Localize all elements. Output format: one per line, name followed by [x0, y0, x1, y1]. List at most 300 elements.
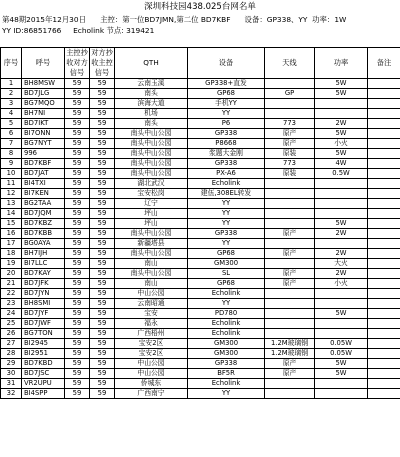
table-row	[1, 199, 400, 209]
col-power-cell	[315, 209, 368, 219]
col-index-cell: 13	[1, 199, 22, 209]
col-remarks-cell	[368, 389, 400, 399]
col-antenna-cell	[265, 219, 315, 229]
col-callsign-cell: BI2945	[22, 339, 65, 349]
table-row	[1, 249, 400, 259]
col-tx-report-cell: 59	[90, 239, 115, 249]
col-remarks-cell	[368, 119, 400, 129]
col-tx-report-header: 对方抄收主控信号	[91, 48, 113, 77]
col-rx-report-cell: 59	[65, 199, 90, 209]
col-index-cell: 25	[1, 319, 22, 329]
col-index-cell: 27	[1, 339, 22, 349]
col-tx-report-cell: 59	[90, 99, 115, 109]
col-remarks-cell	[368, 229, 400, 239]
col-callsign-cell: 996	[22, 149, 65, 159]
col-rx-report-cell: 59	[65, 239, 90, 249]
col-antenna-cell: GP	[265, 89, 315, 99]
col-callsign-cell: BI2951	[22, 349, 65, 359]
col-equipment-cell: GP68	[188, 249, 265, 259]
col-remarks-cell	[368, 179, 400, 189]
col-power-cell	[315, 289, 368, 299]
table-row	[1, 349, 400, 359]
col-equipment-cell: YY	[188, 389, 265, 399]
col-equipment-cell: GM300	[188, 349, 265, 359]
col-remarks-cell	[368, 349, 400, 359]
col-qth-cell: 坪山	[115, 209, 188, 219]
col-tx-report-cell: 59	[90, 339, 115, 349]
col-qth-cell: 中山公园	[115, 289, 188, 299]
col-equipment-cell: Echolink	[188, 379, 265, 389]
col-equipment-cell: GM300	[188, 259, 265, 269]
col-tx-report-cell: 59	[90, 149, 115, 159]
col-remarks-cell	[368, 329, 400, 339]
table-row	[1, 329, 400, 339]
col-antenna-cell	[265, 179, 315, 189]
col-antenna-cell	[265, 79, 315, 89]
col-rx-report-cell: 59	[65, 209, 90, 219]
col-tx-report-cell: 59	[90, 169, 115, 179]
col-antenna-cell: 原产	[265, 249, 315, 259]
col-equipment-cell: 建伍,308EL转发	[188, 189, 265, 199]
col-tx-report-cell: 59	[90, 369, 115, 379]
col-index-cell: 30	[1, 369, 22, 379]
col-power-cell: 5W	[315, 79, 368, 89]
col-rx-report-cell: 59	[65, 189, 90, 199]
col-callsign-cell: BD7JYF	[22, 309, 65, 319]
col-equipment-cell: GP68	[188, 89, 265, 99]
col-rx-report-cell: 59	[65, 249, 90, 259]
table-row	[1, 359, 400, 369]
col-antenna-cell: 原产	[265, 269, 315, 279]
col-antenna-cell	[265, 99, 315, 109]
col-equipment-cell: GP68	[188, 279, 265, 289]
col-callsign-cell: BD7KBZ	[22, 219, 65, 229]
col-qth-cell: 南头中山公园	[115, 169, 188, 179]
col-index-cell: 3	[1, 99, 22, 109]
col-callsign-cell: BD7KBD	[22, 359, 65, 369]
col-rx-report-cell: 59	[65, 219, 90, 229]
col-power-cell	[315, 109, 368, 119]
col-rx-report-cell: 59	[65, 119, 90, 129]
col-power-cell	[315, 299, 368, 309]
col-tx-report-cell: 59	[90, 159, 115, 169]
col-qth-cell: 南头中山公园	[115, 249, 188, 259]
col-antenna-cell	[265, 319, 315, 329]
col-callsign-cell: BH7IJH	[22, 249, 65, 259]
col-callsign-cell: BI7ONN	[22, 129, 65, 139]
table-row	[1, 229, 400, 239]
col-qth-cell: 南头中山公园	[115, 129, 188, 139]
col-tx-report-cell: 59	[90, 279, 115, 289]
col-antenna-cell: 原产	[265, 139, 315, 149]
col-index-cell: 28	[1, 349, 22, 359]
col-antenna-cell: 原产	[265, 129, 315, 139]
col-remarks-cell	[368, 99, 400, 109]
col-remarks-cell	[368, 309, 400, 319]
col-rx-report-cell: 59	[65, 129, 90, 139]
col-equipment-cell: SL	[188, 269, 265, 279]
col-equipment-cell: YY	[188, 209, 265, 219]
col-tx-report-cell: 59	[90, 209, 115, 219]
col-tx-report-cell: 59	[90, 199, 115, 209]
col-remarks-cell	[368, 369, 400, 379]
col-equipment-cell: GM300	[188, 339, 265, 349]
table-row	[1, 179, 400, 189]
col-remarks-cell	[368, 259, 400, 269]
col-power-cell: 5W	[315, 219, 368, 229]
col-equipment-cell: YY	[188, 219, 265, 229]
col-rx-report-cell: 59	[65, 139, 90, 149]
roster-table	[0, 47, 400, 399]
col-tx-report-cell: 59	[90, 349, 115, 359]
header-row	[1, 48, 400, 79]
col-index-cell: 4	[1, 109, 22, 119]
col-tx-report-cell: 59	[90, 109, 115, 119]
col-equipment-cell: YY	[188, 199, 265, 209]
col-index-cell: 19	[1, 259, 22, 269]
col-callsign-cell: BH7NI	[22, 109, 65, 119]
col-callsign-cell: BH8SMI	[22, 299, 65, 309]
col-index-cell: 11	[1, 179, 22, 189]
col-index-cell: 8	[1, 149, 22, 159]
col-tx-report-cell: 59	[90, 329, 115, 339]
col-rx-report-cell: 59	[65, 229, 90, 239]
col-tx-report-cell: 59	[90, 389, 115, 399]
col-equipment-cell: BF5R	[188, 369, 265, 379]
col-qth-cell: 新疆塔县	[115, 239, 188, 249]
col-qth-cell: 云南昭通	[115, 299, 188, 309]
table-row	[1, 109, 400, 119]
col-qth-cell: 南山	[115, 279, 188, 289]
col-antenna-header: 天线	[265, 48, 315, 79]
col-equipment-header: 设备	[188, 48, 265, 79]
col-antenna-cell: 原装	[265, 149, 315, 159]
table-row	[1, 129, 400, 139]
col-rx-report-cell: 59	[65, 279, 90, 289]
col-qth-cell: 湖北武汉	[115, 179, 188, 189]
col-index-cell: 22	[1, 289, 22, 299]
col-rx-report-cell: 59	[65, 289, 90, 299]
yy-echolink-info: YY ID:86851766 Echolink 节点: 319421	[2, 26, 155, 35]
col-rx-report-cell: 59	[65, 319, 90, 329]
col-antenna-cell	[265, 199, 315, 209]
col-antenna-cell	[265, 329, 315, 339]
col-qth-cell: 广西南宁	[115, 389, 188, 399]
table-row	[1, 189, 400, 199]
col-antenna-cell: 原产	[265, 359, 315, 369]
col-antenna-cell	[265, 189, 315, 199]
col-tx-report-cell: 59	[90, 249, 115, 259]
col-power-cell: 2W	[315, 269, 368, 279]
col-rx-report-cell: 59	[65, 389, 90, 399]
table-row	[1, 89, 400, 99]
col-remarks-cell	[368, 129, 400, 139]
col-callsign-header: 呼号	[22, 48, 65, 79]
col-callsign-cell: BI4SPP	[22, 389, 65, 399]
col-power-cell	[315, 329, 368, 339]
col-antenna-cell	[265, 299, 315, 309]
col-callsign-cell: BD7JFK	[22, 279, 65, 289]
col-rx-report-cell: 59	[65, 159, 90, 169]
col-power-cell	[315, 319, 368, 329]
col-tx-report-cell: 59	[90, 289, 115, 299]
col-power-cell: 2W	[315, 229, 368, 239]
col-qth-cell: 广西梧州	[115, 329, 188, 339]
col-callsign-cell: BI7LLC	[22, 259, 65, 269]
col-index-cell: 7	[1, 139, 22, 149]
col-index-cell: 31	[1, 379, 22, 389]
col-callsign-cell: BD7KAY	[22, 269, 65, 279]
col-remarks-cell	[368, 299, 400, 309]
col-remarks-cell	[368, 89, 400, 99]
col-callsign-cell: BG7TON	[22, 329, 65, 339]
col-power-cell: 2W	[315, 119, 368, 129]
col-antenna-cell: 773	[265, 119, 315, 129]
col-equipment-cell: PX-A6	[188, 169, 265, 179]
col-index-cell: 32	[1, 389, 22, 399]
col-power-cell: 小火	[315, 139, 368, 149]
table-row	[1, 369, 400, 379]
col-equipment-cell: P8668	[188, 139, 265, 149]
col-power-cell	[315, 239, 368, 249]
col-remarks-cell	[368, 189, 400, 199]
session-info-line: 第48期2015年12月30日 主控：第一位BD7JMN,第二位 BD7KBF 设备：GP338、YY 功率：1W	[2, 15, 347, 24]
table-row	[1, 209, 400, 219]
col-index-cell: 6	[1, 129, 22, 139]
col-tx-report-cell: 59	[90, 79, 115, 89]
col-power-cell: 0.5W	[315, 169, 368, 179]
col-power-cell: 大火	[315, 259, 368, 269]
col-antenna-cell	[265, 309, 315, 319]
col-antenna-cell: 原产	[265, 229, 315, 239]
col-qth-cell: 宝安松岗	[115, 189, 188, 199]
col-rx-report-cell: 59	[65, 109, 90, 119]
col-antenna-cell: 1.2M玻璃钢	[265, 339, 315, 349]
col-remarks-header: 备注	[368, 48, 400, 79]
col-index-cell: 17	[1, 239, 22, 249]
col-tx-report-cell: 59	[90, 219, 115, 229]
col-tx-report-cell: 59	[90, 269, 115, 279]
col-antenna-cell	[265, 109, 315, 119]
table-row	[1, 119, 400, 129]
col-antenna-cell	[265, 209, 315, 219]
col-rx-report-cell: 59	[65, 309, 90, 319]
col-power-cell: 0.05W	[315, 349, 368, 359]
col-equipment-cell: GP338	[188, 229, 265, 239]
table-row	[1, 379, 400, 389]
table-row	[1, 319, 400, 329]
col-antenna-cell	[265, 389, 315, 399]
table-row	[1, 259, 400, 269]
col-power-cell	[315, 189, 368, 199]
col-qth-cell: 机场	[115, 109, 188, 119]
col-qth-cell: 辽宁	[115, 199, 188, 209]
col-rx-report-cell: 59	[65, 149, 90, 159]
col-index-cell: 21	[1, 279, 22, 289]
col-equipment-cell: GP338	[188, 359, 265, 369]
col-antenna-cell	[265, 379, 315, 389]
col-power-cell: 5W	[315, 369, 368, 379]
col-callsign-cell: BD7JLG	[22, 89, 65, 99]
col-tx-report-cell: 59	[90, 379, 115, 389]
col-qth-cell: 南头中山公园	[115, 229, 188, 239]
col-callsign-cell: BD7JYN	[22, 289, 65, 299]
col-index-header: 序号	[1, 48, 22, 79]
col-callsign-cell: BD7KBF	[22, 159, 65, 169]
col-index-cell: 18	[1, 249, 22, 259]
table-row	[1, 159, 400, 169]
col-tx-report-cell: 59	[90, 89, 115, 99]
col-remarks-cell	[368, 209, 400, 219]
col-rx-report-cell: 59	[65, 349, 90, 359]
col-antenna-cell: 原装	[265, 169, 315, 179]
table-row	[1, 149, 400, 159]
col-rx-report-cell: 59	[65, 369, 90, 379]
col-index-cell: 29	[1, 359, 22, 369]
col-rx-report-cell: 59	[65, 179, 90, 189]
col-tx-report-cell: 59	[90, 309, 115, 319]
col-tx-report-cell: 59	[90, 139, 115, 149]
col-tx-report-cell: 59	[90, 319, 115, 329]
col-callsign-cell: BG7MQO	[22, 99, 65, 109]
col-power-cell: 2W	[315, 249, 368, 259]
col-tx-report-cell: 59	[90, 129, 115, 139]
col-rx-report-cell: 59	[65, 359, 90, 369]
col-rx-report-cell: 59	[65, 259, 90, 269]
col-qth-cell: 南头	[115, 119, 188, 129]
table-row	[1, 309, 400, 319]
col-callsign-cell: VR2UPU	[22, 379, 65, 389]
col-index-cell: 12	[1, 189, 22, 199]
col-power-cell: 0.05W	[315, 339, 368, 349]
col-remarks-cell	[368, 339, 400, 349]
col-tx-report-cell: 59	[90, 119, 115, 129]
col-qth-cell: 南头	[115, 89, 188, 99]
col-antenna-cell: 原产	[265, 369, 315, 379]
col-antenna-cell	[265, 289, 315, 299]
col-callsign-cell: BI4TXI	[22, 179, 65, 189]
col-power-cell	[315, 99, 368, 109]
col-power-cell: 4W	[315, 159, 368, 169]
col-index-cell: 5	[1, 119, 22, 129]
col-equipment-cell: YY	[188, 299, 265, 309]
col-index-cell: 14	[1, 209, 22, 219]
col-qth-cell: 云南玉溪	[115, 79, 188, 89]
col-tx-report-cell: 59	[90, 259, 115, 269]
col-index-cell: 16	[1, 229, 22, 239]
col-rx-report-cell: 59	[65, 379, 90, 389]
table-row	[1, 79, 400, 89]
col-equipment-cell: Echolink	[188, 329, 265, 339]
table-row	[1, 299, 400, 309]
col-power-cell	[315, 199, 368, 209]
table-row	[1, 239, 400, 249]
page-title: 深圳科技园438.025台网名单	[144, 2, 256, 12]
col-rx-report-cell: 59	[65, 339, 90, 349]
col-equipment-cell: 浆题大金刚	[188, 149, 265, 159]
col-index-cell: 9	[1, 159, 22, 169]
col-power-cell: 5W	[315, 129, 368, 139]
col-callsign-cell: BG7NYT	[22, 139, 65, 149]
col-equipment-cell: Echolink	[188, 319, 265, 329]
col-callsign-cell: BG2TAA	[22, 199, 65, 209]
col-remarks-cell	[368, 249, 400, 259]
col-callsign-cell: BH8MSW	[22, 79, 65, 89]
col-callsign-cell: BD7KBB	[22, 229, 65, 239]
col-qth-cell: 宝安	[115, 309, 188, 319]
col-equipment-cell: YY	[188, 109, 265, 119]
col-qth-cell: 宝安2区	[115, 339, 188, 349]
table-row	[1, 289, 400, 299]
col-qth-cell: 福永	[115, 319, 188, 329]
col-callsign-cell: BD7JWF	[22, 319, 65, 329]
col-rx-report-cell: 59	[65, 169, 90, 179]
col-qth-cell: 坪山	[115, 219, 188, 229]
col-equipment-cell: GP338	[188, 129, 265, 139]
col-rx-report-cell: 59	[65, 89, 90, 99]
col-power-cell	[315, 389, 368, 399]
session-info-line-2	[2, 26, 394, 36]
col-equipment-cell: 手机YY	[188, 99, 265, 109]
col-remarks-cell	[368, 319, 400, 329]
table-row	[1, 139, 400, 149]
col-remarks-cell	[368, 199, 400, 209]
col-remarks-cell	[368, 79, 400, 89]
col-equipment-cell: PD780	[188, 309, 265, 319]
col-index-cell: 2	[1, 89, 22, 99]
col-qth-cell: 南头中山公园	[115, 159, 188, 169]
col-power-cell	[315, 379, 368, 389]
col-index-cell: 15	[1, 219, 22, 229]
col-index-cell: 1	[1, 79, 22, 89]
col-power-cell: 5W	[315, 309, 368, 319]
col-power-cell: 5W	[315, 359, 368, 369]
col-rx-report-cell: 59	[65, 79, 90, 89]
col-rx-report-header: 主控抄收对方信号	[66, 48, 88, 77]
col-remarks-cell	[368, 169, 400, 179]
col-remarks-cell	[368, 359, 400, 369]
col-power-cell: 5W	[315, 89, 368, 99]
col-callsign-cell: BD7JAT	[22, 169, 65, 179]
col-antenna-cell: 1.2M玻璃钢	[265, 349, 315, 359]
col-remarks-cell	[368, 279, 400, 289]
col-qth-cell: 南山	[115, 259, 188, 269]
col-rx-report-cell: 59	[65, 329, 90, 339]
col-remarks-cell	[368, 379, 400, 389]
col-tx-report-cell: 59	[90, 299, 115, 309]
col-remarks-cell	[368, 159, 400, 169]
table-row	[1, 269, 400, 279]
col-equipment-cell: GP338+直发	[188, 79, 265, 89]
col-equipment-cell: Echolink	[188, 289, 265, 299]
col-remarks-cell	[368, 149, 400, 159]
col-remarks-cell	[368, 289, 400, 299]
col-qth-cell: 侨城东	[115, 379, 188, 389]
table-row	[1, 99, 400, 109]
col-remarks-cell	[368, 269, 400, 279]
col-tx-report-cell: 59	[90, 229, 115, 239]
col-qth-cell: 南头中山公园	[115, 149, 188, 159]
col-antenna-cell: 原产	[265, 279, 315, 289]
col-callsign-cell: BD7JSC	[22, 369, 65, 379]
col-qth-cell: 宝安2区	[115, 349, 188, 359]
col-remarks-cell	[368, 219, 400, 229]
col-index-cell: 23	[1, 299, 22, 309]
table-row	[1, 339, 400, 349]
col-index-cell: 24	[1, 309, 22, 319]
col-remarks-cell	[368, 239, 400, 249]
table-row	[1, 279, 400, 289]
